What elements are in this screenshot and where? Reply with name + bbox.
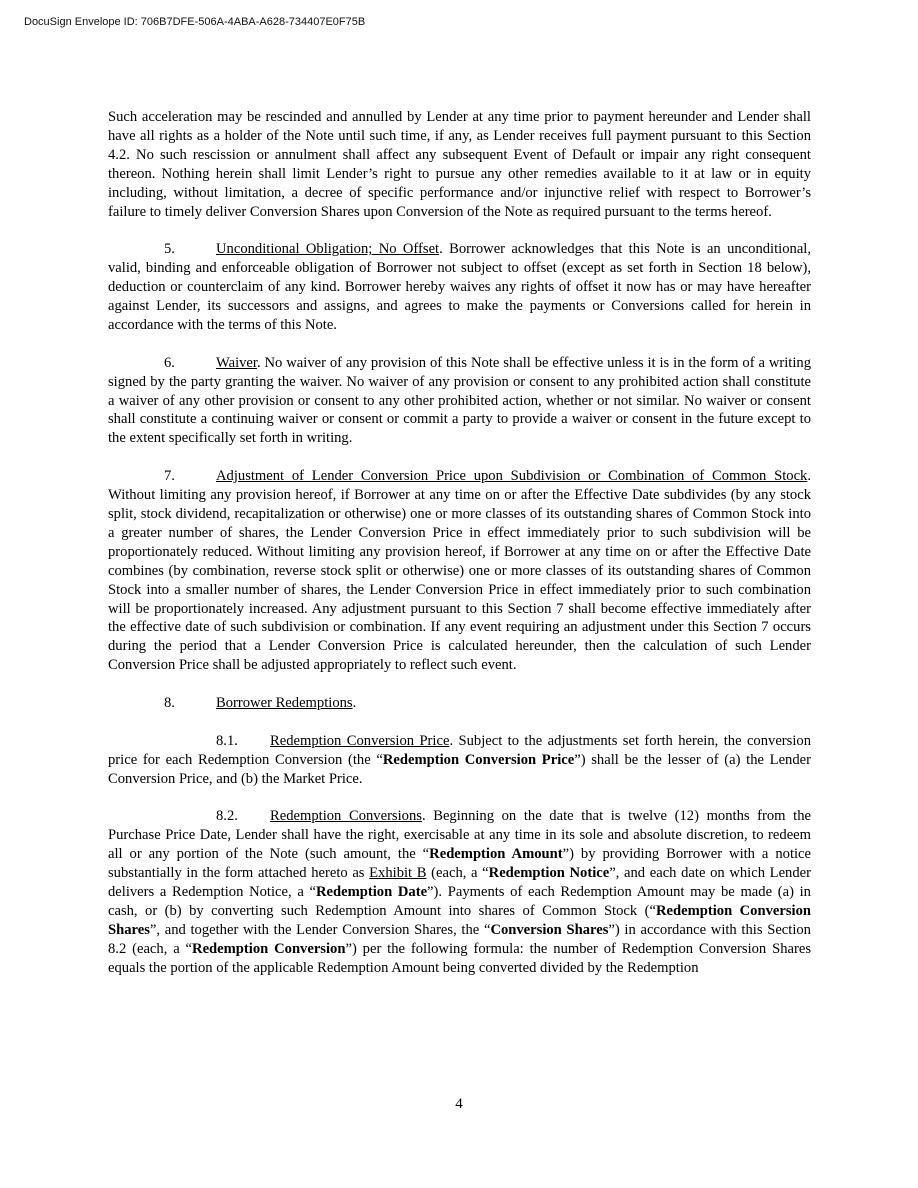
- section-number: 6.: [164, 354, 175, 371]
- section-title: Adjustment of Lender Conversion Price upon Subdivision or Combination of Common Stock: [216, 468, 808, 485]
- envelope-id: DocuSign Envelope ID: 706B7DFE-506A-4ABA-A628-734407E0F75B: [24, 16, 366, 28]
- section-text: (each, a “: [426, 865, 489, 882]
- defined-term: Redemption Notice: [488, 865, 610, 882]
- defined-term: Redemption Conversion: [192, 940, 346, 957]
- section-text: ”) by providing Borrower with a notice substantially in the form attached hereto as: [108, 846, 812, 882]
- defined-term: Redemption Amount: [429, 846, 563, 863]
- section-8-2: [108, 807, 811, 977]
- section-number: 8.2.: [216, 808, 238, 825]
- section-text: . Beginning on the date that is twelve (12) months from the Purchase Price Date, Lender shall have the right, exercisable at any time in its sole and absolute discretion, to redeem all or any portion of the Note (such amount, the “: [108, 808, 811, 863]
- defined-term: Redemption Conversion Price: [382, 751, 575, 768]
- section-text: ”, and each date on which Lender delivers a Redemption Notice, a “: [108, 865, 811, 901]
- section-title: Redemption Conversions: [270, 808, 422, 825]
- section-text: . Borrower acknowledges that this Note is an unconditional, valid, binding and enforceable obligation of Borrower not subject to offset (except as set forth in Section 18 below), deduction or counterclaim of any kind. Borrower hereby waives any rights of offset it now has or may have hereafter against Lender, its successors and assigns, and agrees to make the payments or Conversions called for herein in accordance with the terms of this Note.: [108, 241, 811, 333]
- section-text: ”, and together with the Lender Conversion Shares, the “: [149, 921, 491, 938]
- section-text: . Subject to the adjustments set forth herein, the conversion price for each Redemption Conversion (the “: [108, 732, 811, 768]
- section-number: 8.: [164, 695, 175, 712]
- defined-term: Redemption Conversion Shares: [108, 902, 811, 938]
- defined-term: Conversion Shares: [490, 921, 609, 938]
- section-title: Borrower Redemptions: [216, 695, 353, 712]
- section-5: [108, 240, 811, 335]
- section-text: . Without limiting any provision hereof, if Borrower at any time on or after the Effective Date subdivides (by any stock split, stock dividend, recapitalization or otherwise) one or more classes of its outstanding shares of Common Stock into a greater number of shares, the Lender Conversion Price in effect immediately prior to such subdivision will be proportionately reduced. Without limiting any provision hereof, if Borrower at any time on or after the Effective Date combines (by combination, reverse stock split or otherwise) one or more classes of its outstanding shares of Common Stock into a smaller number of shares, the Lender Conversion Price in effect immediately prior to such combination will be proportionately increased. Any adjustment pursuant to this Section 7 shall become effective immediately after the effective date of such subdivision or combination. If any event requiring an adjustment under this Section 7 occurs during the period that a Lender Conversion Price is calculated hereunder, then the calculation of such Lender Conversion Price shall be adjusted appropriately to reflect such event.: [108, 468, 811, 674]
- section-8-1: [108, 732, 811, 789]
- section-title: Unconditional Obligation; No Offset: [216, 241, 440, 258]
- exhibit-reference: Exhibit B: [369, 865, 427, 882]
- section-6: [108, 354, 811, 449]
- section-number: 5.: [164, 241, 175, 258]
- paragraph-continuation: Such acceleration may be rescinded and annulled by Lender at any time prior to payment hereunder and Lender shall have all rights as a holder of the Note until such time, if any, as Lender receives full payment pursuant to this Section 4.2. No such rescission or annulment shall affect any subsequent Event of Default or impair any right consequent thereon. Nothing herein shall limit Lender’s right to pursue any other remedies available to it at law or in equity including, without limitation, a decree of specific performance and/or injunctive relief with respect to Borrower’s failure to timely deliver Conversion Shares upon Conversion of the Note as required pursuant to the terms hereof.: [108, 109, 811, 220]
- section-title: Redemption Conversion Price: [270, 732, 450, 749]
- document-body: [108, 108, 811, 996]
- section-text: ”) shall be the lesser of (a) the Lender Conversion Price, and (b) the Market Price.: [108, 751, 811, 787]
- section-text: ”). Payments of each Redemption Amount may be made (a) in cash, or (b) by converting such Redemption Amount into shares of Common Stock (“: [108, 884, 811, 919]
- section-text: ”) in accordance with this Section 8.2 (each, a “: [108, 921, 811, 957]
- page-number: 4: [455, 1096, 463, 1112]
- section-text: .: [352, 695, 357, 712]
- section-8: [108, 694, 811, 713]
- section-number: 8.1.: [216, 732, 238, 749]
- section-text: ”) per the following formula: the number of Redemption Conversion Shares equals the portion of the applicable Redemption Amount being converted divided by the Redemption: [108, 940, 811, 976]
- section-7: [108, 467, 811, 675]
- section-title: Waiver: [216, 354, 257, 371]
- section-number: 7.: [164, 468, 175, 485]
- defined-term: Redemption Date: [315, 884, 428, 901]
- section-text: . No waiver of any provision of this Note shall be effective unless it is in the form of a writing signed by the party granting the waiver. No waiver of any provision or consent to any prohibited action shall constitute a waiver of any other provision or consent to any other prohibited action, whether or not similar. No waiver or consent shall constitute a continuing waiver or consent or commit a party to provide a waiver or consent in the future except to the extent specifically set forth in writing.: [108, 354, 811, 447]
